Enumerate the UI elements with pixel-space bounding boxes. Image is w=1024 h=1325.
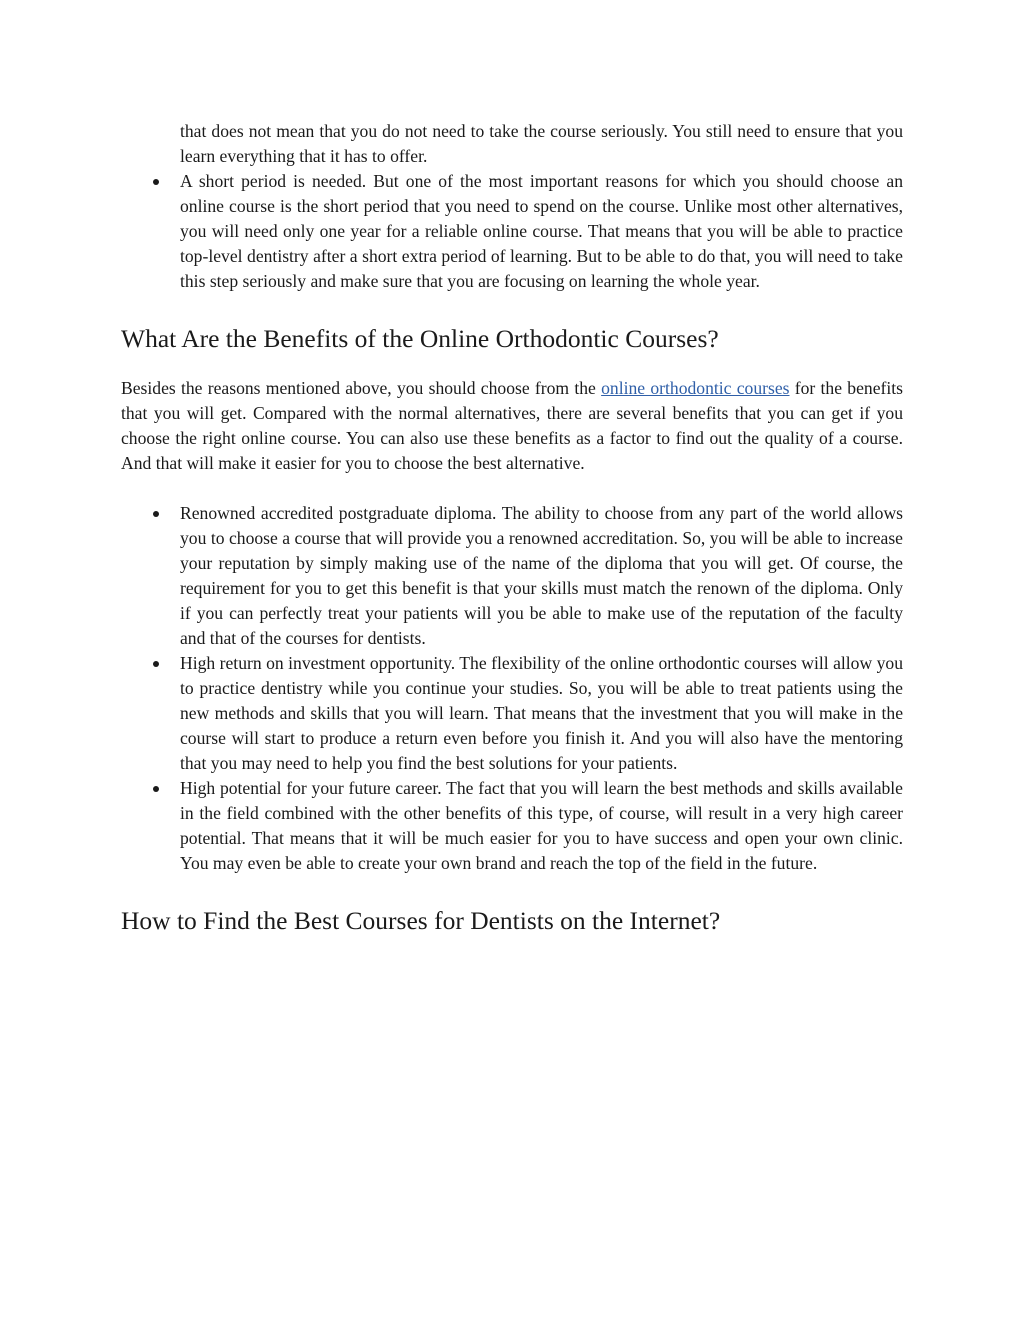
list-item-text: Renowned accredited postgraduate diploma. The ability to choose from any part of the world allows you to choose a course that will provide you a renowned accreditation. So, you will be able to increase your reputation by simply making use of the name of the diploma that you will get. Of course, the requirement for you to get this benefit is that your skills must match the renown of the diploma. Only if you can perfectly treat your patients will you be able to make use of the reputation of the faculty and that of the courses for dentists. — [180, 503, 903, 648]
document-page — [121, 119, 903, 937]
bullet-icon — [153, 179, 159, 185]
section-heading-benefits: What Are the Benefits of the Online Orthodontic Courses? — [121, 324, 719, 353]
list-item — [180, 169, 903, 294]
list-item-text: A short period is needed. But one of the most important reasons for which you should choose an online course is the short period that you need to spend on the course. Unlike most other alternatives, you will need only one year for a reliable online course. That means that you will be able to practice top-level dentistry after a short extra period of learning. But to be able to do that, you will need to take this step seriously and make sure that you are focusing on learning the whole year. — [180, 171, 903, 291]
list-item — [180, 776, 903, 876]
online-orthodontic-courses-link[interactable]: online orthodontic courses — [601, 378, 790, 398]
intro-text-after-link: for the benefits that you will get. Compared with the normal alternatives, there are several benefits that you can get if you choose the right online course. You can also use these benefits as a factor to find out the quality of a course. And that will make it easier for you to choose the best alternative. — [121, 378, 903, 473]
section-heading-find-courses: How to Find the Best Courses for Dentists on the Internet? — [121, 906, 721, 935]
list-item-text: High return on investment opportunity. The flexibility of the online orthodontic courses will allow you to practice dentistry while you continue your studies. So, you will be able to treat patients using the new methods and skills that you will learn. That means that the investment that you will make in the course will start to produce a return even before you finish it. And you will also have the mentoring that you may need to help you find the best solutions for your patients. — [180, 653, 903, 773]
bullet-icon — [153, 786, 159, 792]
bullet-icon — [153, 661, 159, 667]
bullet-icon — [153, 511, 159, 517]
intro-text-before-link: Besides the reasons mentioned above, you should choose from the — [121, 378, 602, 398]
top-bullet-list — [121, 169, 903, 294]
list-item — [180, 501, 903, 651]
continuation-paragraph: that does not mean that you do not need to take the course seriously. You still need to ensure that you learn everything that it has to offer. — [180, 121, 903, 166]
benefits-bullet-list — [121, 501, 903, 876]
list-item — [180, 651, 903, 776]
list-item-text: High potential for your future career. The fact that you will learn the best methods and skills available in the field combined with the other benefits of this type, of course, will result in a very high career potential. That means that it will be much easier for you to have success and open your own clinic. You may even be able to create your own brand and reach the top of the field in the future. — [180, 778, 903, 873]
intro-paragraph — [121, 376, 903, 476]
